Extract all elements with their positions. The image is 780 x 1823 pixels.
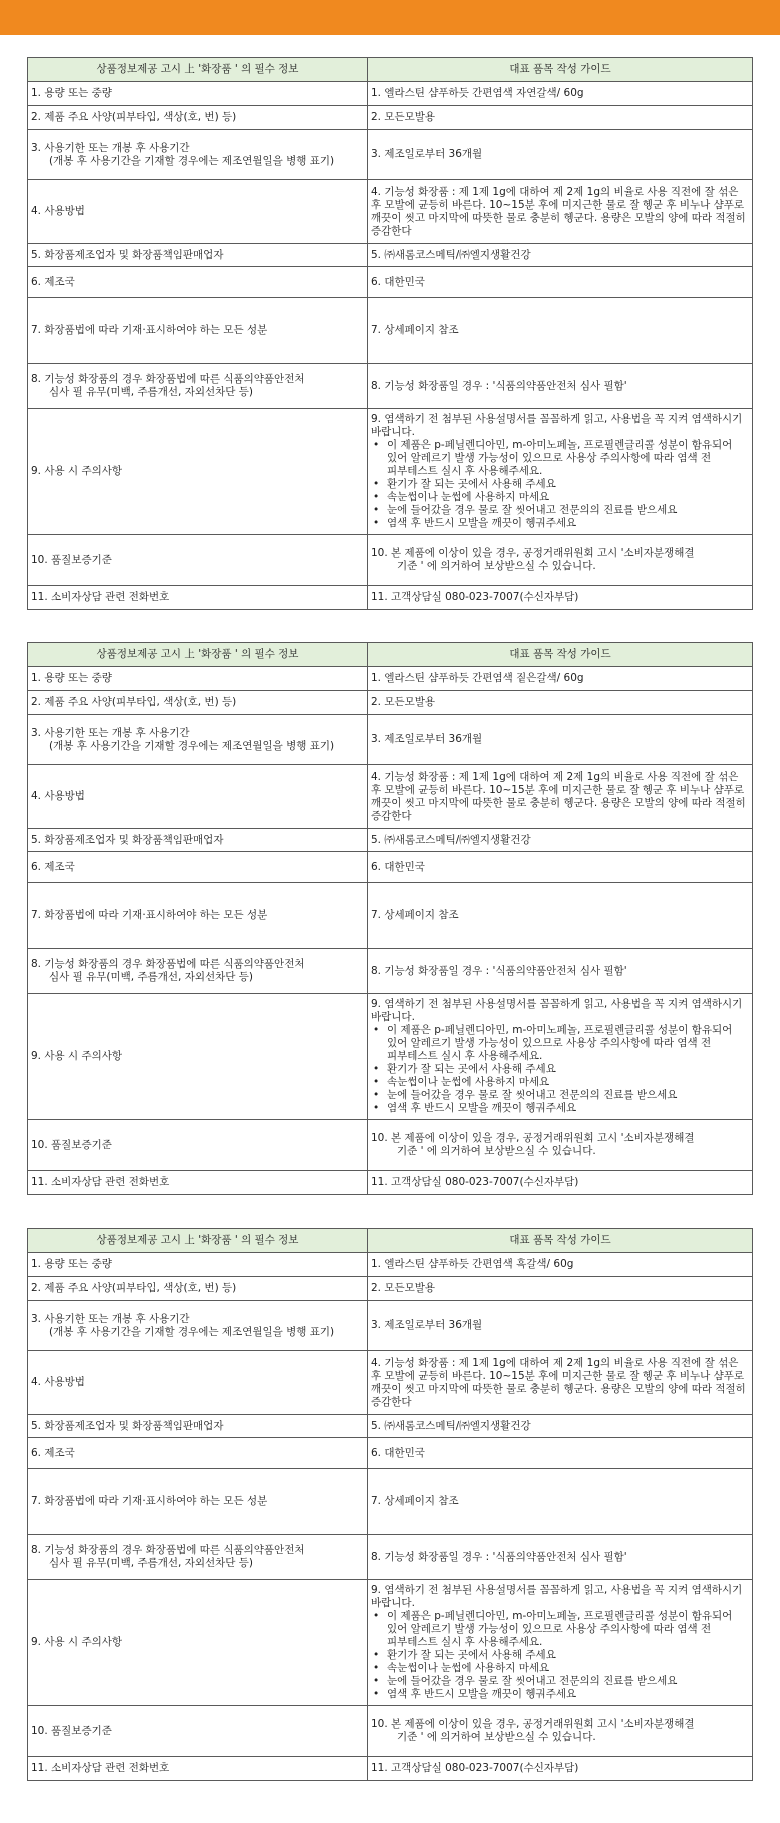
info-value-cell	[368, 82, 753, 106]
info-label-sub: (개봉 후 사용기간을 기재할 경우에는 제조연월일을 병행 표기)	[49, 1325, 335, 1338]
info-value: 6. 대한민국	[371, 860, 425, 873]
orange-top-banner	[0, 0, 780, 35]
info-value: 11. 고객상담실 080-023-7007(수신자부담)	[371, 591, 579, 603]
table-row	[28, 994, 753, 1120]
info-value: 10. 본 제품에 이상이 있을 경우, 공정거래위원회 고시 '소비자분쟁해결	[371, 1132, 695, 1144]
info-label-cell	[28, 994, 368, 1120]
info-label: 5. 화장품제조업자 및 화장품책임판매업자	[31, 833, 224, 846]
info-value-cell	[368, 1706, 753, 1757]
header-guide: 대표 품목 작성 가이드	[368, 1229, 753, 1253]
info-label: 2. 제품 주요 사양(피부타입, 색상(호, 번) 등)	[31, 696, 237, 708]
info-value: 1. 엘라스틴 샴푸하듯 간편염색 자연갈색/ 60g	[371, 87, 584, 99]
caution-item: • 환기가 잘 되는 곳에서 사용해 주세요	[373, 478, 749, 491]
info-value-sub: 기준 ' 에 의거하여 보상받으실 수 있습니다.	[397, 1145, 596, 1157]
header-required-info: 상품정보제공 고시 上 '화장품 ' 의 필수 정보	[28, 58, 368, 82]
info-label-cell	[28, 852, 368, 883]
info-label: 6. 제조국	[31, 860, 75, 873]
info-value: 2. 모든모발용	[371, 1282, 436, 1294]
info-label-cell	[28, 1757, 368, 1781]
table-row	[28, 852, 753, 883]
info-value: 5. ㈜새롬코스메틱/㈜엘지생활건강	[371, 248, 531, 261]
table-row	[28, 267, 753, 298]
header-guide: 대표 품목 작성 가이드	[368, 643, 753, 667]
info-value-cell	[368, 883, 753, 949]
table-row	[28, 1535, 753, 1580]
info-label-sub: 심사 필 유무(미백, 주름개선, 자외선차단 등)	[49, 971, 253, 983]
info-label-cell	[28, 1351, 368, 1415]
table-row	[28, 106, 753, 130]
info-value-cell	[368, 715, 753, 765]
table-row	[28, 691, 753, 715]
table-row	[28, 765, 753, 829]
info-label: 3. 사용기한 또는 개봉 후 사용기간	[31, 726, 190, 739]
info-label-cell	[28, 667, 368, 691]
info-value-cell	[368, 409, 753, 535]
info-label: 9. 사용 시 주의사항	[31, 1050, 123, 1062]
table-row	[28, 180, 753, 244]
info-value: 8. 기능성 화장품일 경우 : '식품의약품안전처 심사 필함'	[371, 379, 627, 392]
caution-list	[371, 439, 749, 530]
table-row	[28, 364, 753, 409]
product-info-table	[27, 1228, 753, 1781]
info-value-cell	[368, 1351, 753, 1415]
info-label-cell	[28, 82, 368, 106]
caution-item: • 환기가 잘 되는 곳에서 사용해 주세요	[373, 1063, 749, 1076]
table-row	[28, 1253, 753, 1277]
product-info-table	[27, 57, 753, 610]
info-value-cell	[368, 1580, 753, 1706]
info-label-cell	[28, 715, 368, 765]
info-value: 1. 엘라스틴 샴푸하듯 간편염색 짙은갈색/ 60g	[371, 672, 584, 684]
caution-list	[371, 1024, 749, 1115]
table-row	[28, 244, 753, 267]
info-value: 11. 고객상담실 080-023-7007(수신자부담)	[371, 1176, 579, 1188]
table-row	[28, 883, 753, 949]
info-label-cell	[28, 1535, 368, 1580]
header-guide: 대표 품목 작성 가이드	[368, 58, 753, 82]
table-row	[28, 1301, 753, 1351]
caution-item: • 염색 후 반드시 모발을 깨끗이 헹궈주세요	[373, 1102, 749, 1115]
header-required-info: 상품정보제공 고시 上 '화장품 ' 의 필수 정보	[28, 643, 368, 667]
info-label-cell	[28, 949, 368, 994]
info-label: 9. 사용 시 주의사항	[31, 1636, 123, 1648]
info-label-cell	[28, 829, 368, 852]
info-value-cell	[368, 1253, 753, 1277]
caution-list	[371, 1610, 749, 1701]
table-row	[28, 829, 753, 852]
caution-item: • 환기가 잘 되는 곳에서 사용해 주세요	[373, 1649, 749, 1662]
info-label: 8. 기능성 화장품의 경우 화장품법에 따른 식품의약품안전처	[31, 1544, 305, 1556]
info-label: 7. 화장품법에 따라 기재·표시하여야 하는 모든 성분	[31, 324, 268, 336]
info-value: 3. 제조일로부터 36개월	[371, 1319, 483, 1331]
info-value-cell	[368, 667, 753, 691]
info-label-cell	[28, 106, 368, 130]
info-value-cell	[368, 1415, 753, 1438]
info-label: 4. 사용방법	[31, 1376, 85, 1388]
info-value-cell	[368, 852, 753, 883]
info-value: 10. 본 제품에 이상이 있을 경우, 공정거래위원회 고시 '소비자분쟁해결	[371, 1718, 695, 1730]
info-label: 5. 화장품제조업자 및 화장품책임판매업자	[31, 248, 224, 261]
table-row	[28, 1706, 753, 1757]
info-label-cell	[28, 1580, 368, 1706]
info-label-cell	[28, 765, 368, 829]
info-value: 9. 염색하기 전 첨부된 사용설명서를 꼼꼼하게 읽고, 사용법을 꼭 지켜 염색하시기 바랍니다.	[371, 1584, 743, 1609]
table-row	[28, 715, 753, 765]
info-label-cell	[28, 267, 368, 298]
info-value-cell	[368, 1438, 753, 1469]
info-label: 6. 제조국	[31, 1446, 75, 1459]
info-value: 10. 본 제품에 이상이 있을 경우, 공정거래위원회 고시 '소비자분쟁해결	[371, 547, 695, 559]
table-row	[28, 1277, 753, 1301]
table-row	[28, 1171, 753, 1195]
info-value-cell	[368, 180, 753, 244]
info-value-cell	[368, 586, 753, 610]
caution-item: • 속눈썹이나 눈썹에 사용하지 마세요	[373, 491, 749, 504]
info-label-cell	[28, 244, 368, 267]
info-value: 9. 염색하기 전 첨부된 사용설명서를 꼼꼼하게 읽고, 사용법을 꼭 지켜 염색하시기 바랍니다.	[371, 998, 743, 1023]
info-value-cell	[368, 1120, 753, 1171]
table-row	[28, 1351, 753, 1415]
table-row	[28, 1438, 753, 1469]
info-label-cell	[28, 409, 368, 535]
info-value-cell	[368, 1535, 753, 1580]
info-value-cell	[368, 130, 753, 180]
caution-item: • 눈에 들어갔을 경우 물로 잘 씻어내고 전문의의 진료를 받으세요	[373, 1675, 749, 1688]
info-label: 8. 기능성 화장품의 경우 화장품법에 따른 식품의약품안전처	[31, 958, 305, 970]
table-header-row	[28, 58, 753, 82]
caution-item: • 속눈썹이나 눈썹에 사용하지 마세요	[373, 1076, 749, 1089]
info-value: 2. 모든모발용	[371, 111, 436, 123]
info-label-cell	[28, 535, 368, 586]
table-row	[28, 1580, 753, 1706]
info-label: 10. 품질보증기준	[31, 553, 112, 566]
caution-item: • 눈에 들어갔을 경우 물로 잘 씻어내고 전문의의 진료를 받으세요	[373, 1089, 749, 1102]
info-label: 2. 제품 주요 사양(피부타입, 색상(호, 번) 등)	[31, 1282, 237, 1294]
info-value-cell	[368, 1757, 753, 1781]
info-label: 1. 용량 또는 중량	[31, 87, 112, 99]
info-value-cell	[368, 829, 753, 852]
info-label-cell	[28, 691, 368, 715]
info-value-sub: 기준 ' 에 의거하여 보상받으실 수 있습니다.	[397, 560, 596, 572]
header-required-info: 상품정보제공 고시 上 '화장품 ' 의 필수 정보	[28, 1229, 368, 1253]
info-label-sub: 심사 필 유무(미백, 주름개선, 자외선차단 등)	[49, 386, 253, 398]
table-row	[28, 1120, 753, 1171]
info-value: 3. 제조일로부터 36개월	[371, 733, 483, 745]
info-value: 7. 상세페이지 참조	[371, 324, 459, 336]
info-value-cell	[368, 298, 753, 364]
info-label: 2. 제품 주요 사양(피부타입, 색상(호, 번) 등)	[31, 111, 237, 123]
info-value-cell	[368, 267, 753, 298]
caution-item: • 눈에 들어갔을 경우 물로 잘 씻어내고 전문의의 진료를 받으세요	[373, 504, 749, 517]
info-label: 10. 품질보증기준	[31, 1138, 112, 1151]
info-label: 3. 사용기한 또는 개봉 후 사용기간	[31, 1312, 190, 1325]
table-row	[28, 949, 753, 994]
info-value-cell	[368, 364, 753, 409]
info-value-cell	[368, 765, 753, 829]
caution-item: • 염색 후 반드시 모발을 깨끗이 헹궈주세요	[373, 517, 749, 530]
info-value: 4. 기능성 화장품 : 제 1제 1g에 대하여 제 2제 1g의 비율로 사용 직전에 잘 섞은 후 모발에 균등히 바른다. 10~15분 후에 미지근한 물로 잘 헹군 후 비누나 샴푸로 깨끗이 씻고 마지막에 따뜻한 물로 충분히 헹군다. 용량은 모발의 양에 따라 적절히 증감한다	[371, 770, 746, 822]
info-label-cell	[28, 130, 368, 180]
info-label: 4. 사용방법	[31, 790, 85, 802]
table-row	[28, 586, 753, 610]
info-value-cell	[368, 1171, 753, 1195]
info-label: 3. 사용기한 또는 개봉 후 사용기간	[31, 141, 190, 154]
info-value-cell	[368, 1469, 753, 1535]
info-value-cell	[368, 691, 753, 715]
info-value: 7. 상세페이지 참조	[371, 909, 459, 921]
info-value: 1. 엘라스틴 샴푸하듯 간편염색 흑갈색/ 60g	[371, 1258, 574, 1270]
info-label: 11. 소비자상담 관련 전화번호	[31, 591, 170, 603]
info-label-cell	[28, 1301, 368, 1351]
table-row	[28, 1415, 753, 1438]
info-label: 6. 제조국	[31, 275, 75, 288]
table-row	[28, 1469, 753, 1535]
info-value-cell	[368, 1301, 753, 1351]
info-label-cell	[28, 1706, 368, 1757]
info-value: 8. 기능성 화장품일 경우 : '식품의약품안전처 심사 필함'	[371, 964, 627, 977]
info-value: 5. ㈜새롬코스메틱/㈜엘지생활건강	[371, 833, 531, 846]
info-label-cell	[28, 1171, 368, 1195]
table-row	[28, 1757, 753, 1781]
info-label: 11. 소비자상담 관련 전화번호	[31, 1762, 170, 1774]
info-label-cell	[28, 1415, 368, 1438]
table-row	[28, 82, 753, 106]
info-value-cell	[368, 106, 753, 130]
table-header-row	[28, 643, 753, 667]
info-value: 11. 고객상담실 080-023-7007(수신자부담)	[371, 1762, 579, 1774]
caution-item: • 속눈썹이나 눈썹에 사용하지 마세요	[373, 1662, 749, 1675]
info-value: 4. 기능성 화장품 : 제 1제 1g에 대하여 제 2제 1g의 비율로 사용 직전에 잘 섞은 후 모발에 균등히 바른다. 10~15분 후에 미지근한 물로 잘 헹군 후 비누나 샴푸로 깨끗이 씻고 마지막에 따뜻한 물로 충분히 헹군다. 용량은 모발의 양에 따라 적절히 증감한다	[371, 185, 746, 237]
info-value: 5. ㈜새롬코스메틱/㈜엘지생활건강	[371, 1419, 531, 1432]
caution-item: • 이 제품은 p-페닐렌디아민, m-아미노페놀, 프로필렌글리콜 성분이 함유되어 있어 알레르기 발생 가능성이 있으므로 사용상 주의사항에 따라 염색 전 피부테스트 실시 후 사용해주세요.	[373, 439, 749, 478]
info-value: 6. 대한민국	[371, 275, 425, 288]
info-value: 2. 모든모발용	[371, 696, 436, 708]
table-row	[28, 535, 753, 586]
info-label: 9. 사용 시 주의사항	[31, 465, 123, 477]
info-label: 7. 화장품법에 따라 기재·표시하여야 하는 모든 성분	[31, 909, 268, 921]
table-row	[28, 667, 753, 691]
info-label: 5. 화장품제조업자 및 화장품책임판매업자	[31, 1419, 224, 1432]
info-label-cell	[28, 1469, 368, 1535]
info-label-cell	[28, 1253, 368, 1277]
info-label-cell	[28, 364, 368, 409]
info-label: 8. 기능성 화장품의 경우 화장품법에 따른 식품의약품안전처	[31, 373, 305, 385]
info-label: 7. 화장품법에 따라 기재·표시하여야 하는 모든 성분	[31, 1495, 268, 1507]
info-value: 6. 대한민국	[371, 1446, 425, 1459]
info-label-sub: 심사 필 유무(미백, 주름개선, 자외선차단 등)	[49, 1557, 253, 1569]
info-label-sub: (개봉 후 사용기간을 기재할 경우에는 제조연월일을 병행 표기)	[49, 154, 335, 167]
info-label: 10. 품질보증기준	[31, 1724, 112, 1737]
info-value-cell	[368, 244, 753, 267]
info-label-cell	[28, 883, 368, 949]
caution-item: • 이 제품은 p-페닐렌디아민, m-아미노페놀, 프로필렌글리콜 성분이 함유되어 있어 알레르기 발생 가능성이 있으므로 사용상 주의사항에 따라 염색 전 피부테스트 실시 후 사용해주세요.	[373, 1610, 749, 1649]
caution-item: • 이 제품은 p-페닐렌디아민, m-아미노페놀, 프로필렌글리콜 성분이 함유되어 있어 알레르기 발생 가능성이 있으므로 사용상 주의사항에 따라 염색 전 피부테스트 실시 후 사용해주세요.	[373, 1024, 749, 1063]
info-value: 4. 기능성 화장품 : 제 1제 1g에 대하여 제 2제 1g의 비율로 사용 직전에 잘 섞은 후 모발에 균등히 바른다. 10~15분 후에 미지근한 물로 잘 헹군 후 비누나 샴푸로 깨끗이 씻고 마지막에 따뜻한 물로 충분히 헹군다. 용량은 모발의 양에 따라 적절히 증감한다	[371, 1356, 746, 1408]
table-row	[28, 409, 753, 535]
product-info-table	[27, 642, 753, 1195]
caution-item: • 염색 후 반드시 모발을 깨끗이 헹궈주세요	[373, 1688, 749, 1701]
info-label-cell	[28, 586, 368, 610]
info-label-cell	[28, 1277, 368, 1301]
info-label: 11. 소비자상담 관련 전화번호	[31, 1176, 170, 1188]
info-value: 8. 기능성 화장품일 경우 : '식품의약품안전처 심사 필함'	[371, 1550, 627, 1563]
table-row	[28, 130, 753, 180]
info-label-sub: (개봉 후 사용기간을 기재할 경우에는 제조연월일을 병행 표기)	[49, 739, 335, 752]
info-label-cell	[28, 180, 368, 244]
info-value-cell	[368, 535, 753, 586]
info-value: 9. 염색하기 전 첨부된 사용설명서를 꼼꼼하게 읽고, 사용법을 꼭 지켜 염색하시기 바랍니다.	[371, 413, 743, 438]
info-value-cell	[368, 1277, 753, 1301]
info-value: 3. 제조일로부터 36개월	[371, 148, 483, 160]
info-value-cell	[368, 949, 753, 994]
table-header-row	[28, 1229, 753, 1253]
info-label-cell	[28, 1438, 368, 1469]
info-label-cell	[28, 1120, 368, 1171]
info-value-sub: 기준 ' 에 의거하여 보상받으실 수 있습니다.	[397, 1731, 596, 1743]
info-label: 1. 용량 또는 중량	[31, 672, 112, 684]
info-value-cell	[368, 994, 753, 1120]
table-row	[28, 298, 753, 364]
info-value: 7. 상세페이지 참조	[371, 1495, 459, 1507]
info-label-cell	[28, 298, 368, 364]
info-label: 1. 용량 또는 중량	[31, 1258, 112, 1270]
info-label: 4. 사용방법	[31, 205, 85, 217]
